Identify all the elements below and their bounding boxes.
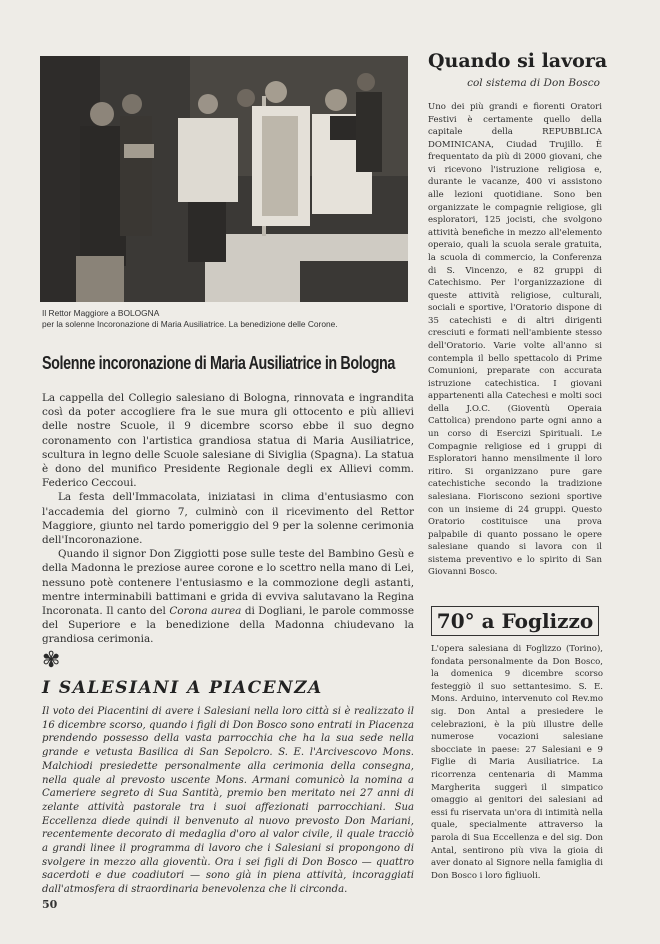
ornament-icon: ✾ (42, 648, 61, 673)
bologna-paragraph-3 (42, 547, 414, 646)
photo-image (40, 56, 408, 302)
bologna-paragraph-1: La cappella del Collegio salesiano di Bologna, rinnovata e ingrandita così da poter accogliere fra le sue mura gli ottocento e più allievi delle nostre Scuole, il 9 dicembre scorso ebbe il suo degno coronamento con l'artistica grandiosa statua di Maria Ausiliatrice, scultura in legno delle Scuole salesiane di Siviglia (Spagna). La statua è dono del munifico Presidente Regionale degli ex Allievi comm. Federico Ceccoui. (42, 392, 414, 490)
caption-line-2: per la solenne Incoronazione di Maria Ausiliatrice. La benedizione delle Corone. (42, 319, 338, 329)
bologna-p3-italic: Corona aurea (169, 605, 242, 618)
piacenza-heading: I SALESIANI A PIACENZA (42, 678, 323, 698)
bologna-p3-start: Quando il signor Don Ziggiotti pose sulle teste del Bambino Gesù e della Madonna le preziose auree corone e lo scettro nella mano di Lei, nessuno potè contenere l'entusiasmo e la commozione degli astanti, mentre interminabili battimani e grida di evviva salutavano la Regina Incoronata. Il canto del (42, 548, 414, 618)
bologna-paragraph-2: La festa dell'Immacolata, iniziatasi in clima d'entusiasmo con l'accademia del giorno 7, culminò con il ricevimento del Rettor Maggiore, giunto nel tardo pomeriggio del 9 per la solenne cerimonia dell'Incoronazione. (42, 491, 414, 547)
foglizzo-paragraph: L'opera salesiana di Foglizzo (Torino), fondata personalmente da Don Bosco, la domenica 9 dicembre scorso festeggiò il suo settantesimo. S. E. Mons. Arduino, intervenuto col Rev.mo sig. Don Antal a presiedere le celebrazioni, è la più illustre delle numerose vocazioni salesiane sbocciate in paese: 27 Salesiani e 9 Figlie di Maria Ausiliatrice. La ricorrenza centenaria di Mamma Margherita suggerì il simpatico omaggio ai genitori dei salesiani ad essi fu riservata un'ora di intimità nella quale, specialmente attraverso la parola di Sua Eccellenza e del sig. Don Antal, sentirono più viva la gioia di aver donato al Signore nella famiglia di Don Bosco i loro figliuoli. (431, 644, 603, 881)
bologna-heading: Solenne incoronazione di Maria Ausiliatrice in Bologna (42, 352, 396, 373)
foglizzo-heading: 70° a Foglizzo (436, 609, 594, 633)
lavora-article (428, 101, 602, 579)
bologna-article (42, 391, 414, 647)
lavora-heading: Quando si lavora (428, 50, 608, 72)
bologna-p3-end: di Dogliani, le parole commosse del Superiore e la benedizione della Madonna chiudevano la grandiosa cerimonia. (42, 605, 415, 646)
photo-caption (42, 308, 414, 330)
piacenza-article (42, 705, 414, 897)
lavora-subheading: col sistema di Don Bosco (467, 77, 600, 89)
piacenza-paragraph: Il voto dei Piacentini di avere i Salesiani nella loro città si è realizzato il 16 dicembre scorso, quando i figli di Don Bosco sono entrati in Piacenza prendendo possesso della vasta parrocchia che ha la sua sede nella grande e vetusta Basilica di San Sepolcro. S. E. l'Arcivescovo Mons. Malchiodi presiedette personalmente alla cerimonia della consegna, nella quale al prevosto uscente Mons. Armani comunicò la nomina a Cameriere segreto di Sua Santità, premio ben meritato nei 27 anni di zelante attività pastorale tra i suoi affezionati parrocchiani. Sua Eccellenza diede quindi il benvenuto al nuovo prevosto Don Mariani, recentemente decorato di medaglia d'oro al valor civile, il quale tracciò a grandi linee il programma di lavoro che i Salesiani si propongono di svolgere in mezzo alla gioventù. Ora i sei figli di Don Bosco — quattro sacerdoti e due coadiutori — sono già in piena attività, incoraggiati dall'atmosfera di straordinaria benevolenza che li circonda. (42, 706, 414, 896)
photo-coronation-ceremony (40, 56, 408, 302)
lavora-paragraph: Uno dei più grandi e fiorenti Oratori Festivi è certamente quello della capitale della REPUBBLICA DOMINICANA, Ciudad Trujillo. È frequentato da più di 2000 giovani, che vi ricevono l'istruzione religiosa e, durante le vacanze, 400 vi assistono alle lezioni quotidiane. Sono ben organizzate le compagnie religiose, gli esploratori, 125 jocisti, che svolgono attività benefiche in mezzo all'elemento operaio, quali la scuola serale gratuita, la scuola di commercio, la Conferenza di S. Vincenzo, e 82 gruppi di Catechismo. Per l'organizzazione di queste attività religiose, culturali, sociali e sportive, l'Oratorio dispone di 35 catechisti e di altri dirigenti cresciuti e formati nell'ambiente stesso dell'Oratorio. Varie volte all'anno si contempla il bello spettacolo di Prime Comunioni, preparate con accurata istruzione catechistica. I giovani appartenenti alla Catechesi e molti soci della J.O.C. (Gioventù Operaia Cattolica) prendono parte ogni anno a un corso di Esercizi Spirituali. Le Compagnie religiose ed i gruppi di Esploratori hanno mensilmente il loro ritiro. Si organizzano pure gare catechistiche secondo la tradizione salesiana. Fioriscono sezioni sportive con un insieme di 24 gruppi. Questo Oratorio costituisce una prova palpabile di quanto possano le opere salesiane quando si lavora con il sistema preventivo e lo spirito di San Giovanni Bosco. (428, 102, 602, 578)
foglizzo-article (431, 643, 603, 882)
page-number: 50 (42, 898, 58, 911)
caption-line-1: Il Rettor Maggiore a BOLOGNA (42, 308, 160, 318)
